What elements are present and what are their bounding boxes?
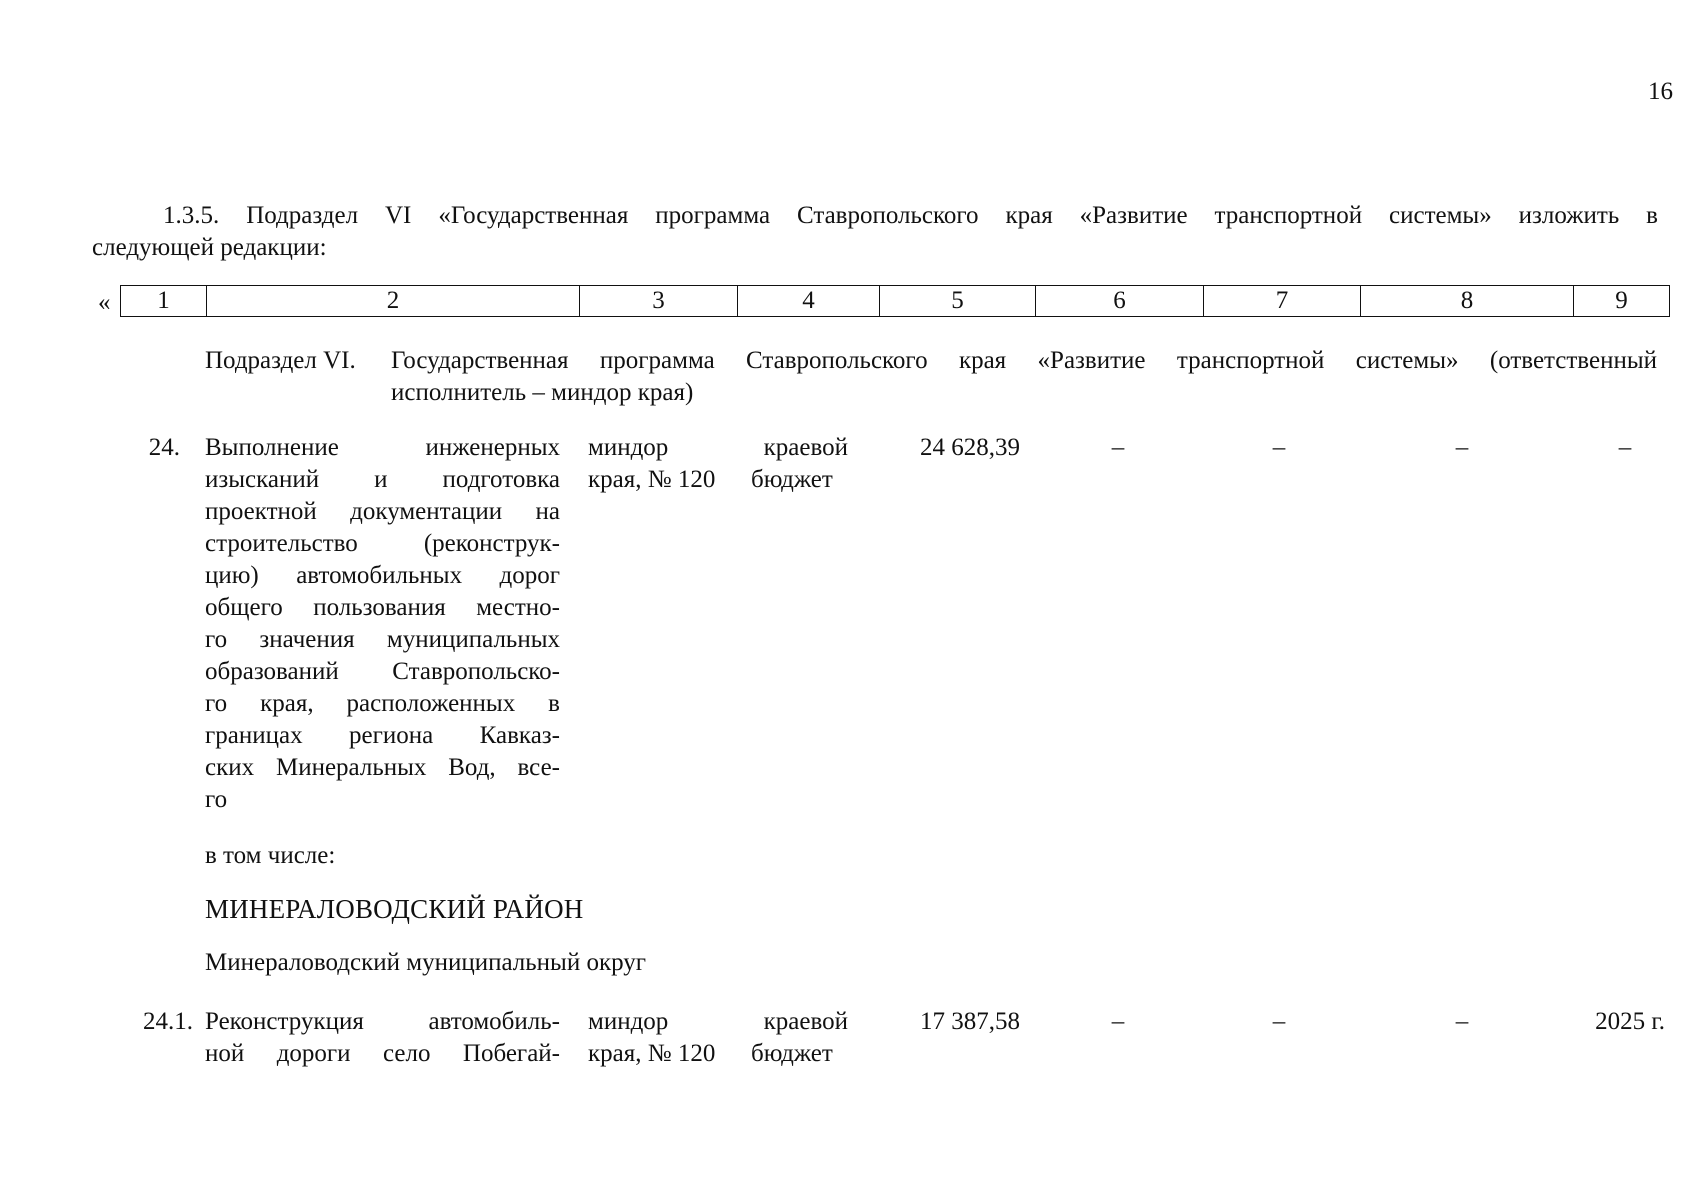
row-24-description-line: общего пользования местно- [205,594,560,621]
row-24-col9: – [1618,434,1632,461]
row-24-description-line: образований Ставропольско- [205,658,560,685]
row-24-description-line: го значения муниципальных [205,626,560,653]
row-24-col7: – [1272,434,1286,461]
row-24-source-line-2: бюджет [751,466,833,493]
including-label: в том числе: [205,842,336,869]
row-24-description-line: го края, расположенных в [205,690,560,717]
row-24-1-executor-line-2: края, № 120 [588,1040,716,1067]
row-24-executor [588,432,848,496]
subsection-label: Подраздел VI. [205,347,356,374]
row-24-1-col6: – [1111,1008,1125,1035]
column-number-header [120,285,1670,317]
row-24-description-line: го [205,786,228,813]
row-24-1-description-line: Реконструкция автомобиль- [205,1008,560,1035]
row-24-1-amount: 17 387,58 [920,1008,1020,1035]
row-24-1-source-line-2: бюджет [751,1040,833,1067]
row-24-executor-word: миндор [588,434,669,461]
row-24-description [205,432,560,816]
column-number-8: 8 [1361,286,1574,317]
column-number-2: 2 [207,286,580,317]
row-24-description-line: границах региона Кавказ- [205,722,560,749]
quote-open: « [98,289,111,316]
column-number-5: 5 [880,286,1036,317]
municipality-label: Минераловодский муниципальный округ [205,949,647,976]
row-24-col8: – [1455,434,1469,461]
row-24-executor-line-2: края, № 120 [588,466,716,493]
row-24-col6: – [1111,434,1125,461]
row-24-description-line: цию) автомобильных дорог [205,562,560,589]
row-24-description-line: проектной документации на [205,498,560,525]
page-number: 16 [1648,78,1673,105]
row-24-1-executor-word: миндор [588,1008,669,1035]
row-24-description-line: строительство (реконструк- [205,530,560,557]
row-24-1-source-line-1: краевой [763,1008,848,1035]
row-24-description-line: ских Минеральных Вод, все- [205,754,560,781]
row-24-1-executor [588,1006,848,1070]
column-number-3: 3 [580,286,738,317]
column-number-6: 6 [1036,286,1204,317]
column-number-7: 7 [1204,286,1361,317]
column-number-9: 9 [1574,286,1670,317]
row-24-1-col9: 2025 г. [1595,1008,1665,1035]
row-24-1-col7: – [1272,1008,1286,1035]
row-24-1-description-line: ной дороги село Побегай- [205,1040,560,1067]
row-24-description-line: Выполнение инженерных [205,434,560,461]
row-24-number: 24. [148,434,180,461]
row-24-1-number: 24.1. [143,1008,193,1035]
district-heading: МИНЕРАЛОВОДСКИЙ РАЙОН [205,894,584,924]
intro-line-2: следующей редакции: [92,234,327,261]
row-24-source-line-1: краевой [763,434,848,461]
subsection-title-line-1: Государственная программа Ставропольского края «Развитие транспортной системы» (ответственный [391,347,1657,374]
subsection-title-line-2: исполнитель – миндор края) [391,379,694,406]
row-24-amount: 24 628,39 [920,434,1020,461]
column-number-4: 4 [738,286,880,317]
column-number-1: 1 [121,286,207,317]
row-24-1-col8: – [1455,1008,1469,1035]
row-24-description-line: изысканий и подготовка [205,466,560,493]
intro-paragraph [92,200,1658,264]
intro-line-1: 1.3.5. Подраздел VI «Государственная программа Ставропольского края «Развитие транспортной системы» изложить в [163,202,1658,229]
row-24-1-description [205,1006,560,1070]
